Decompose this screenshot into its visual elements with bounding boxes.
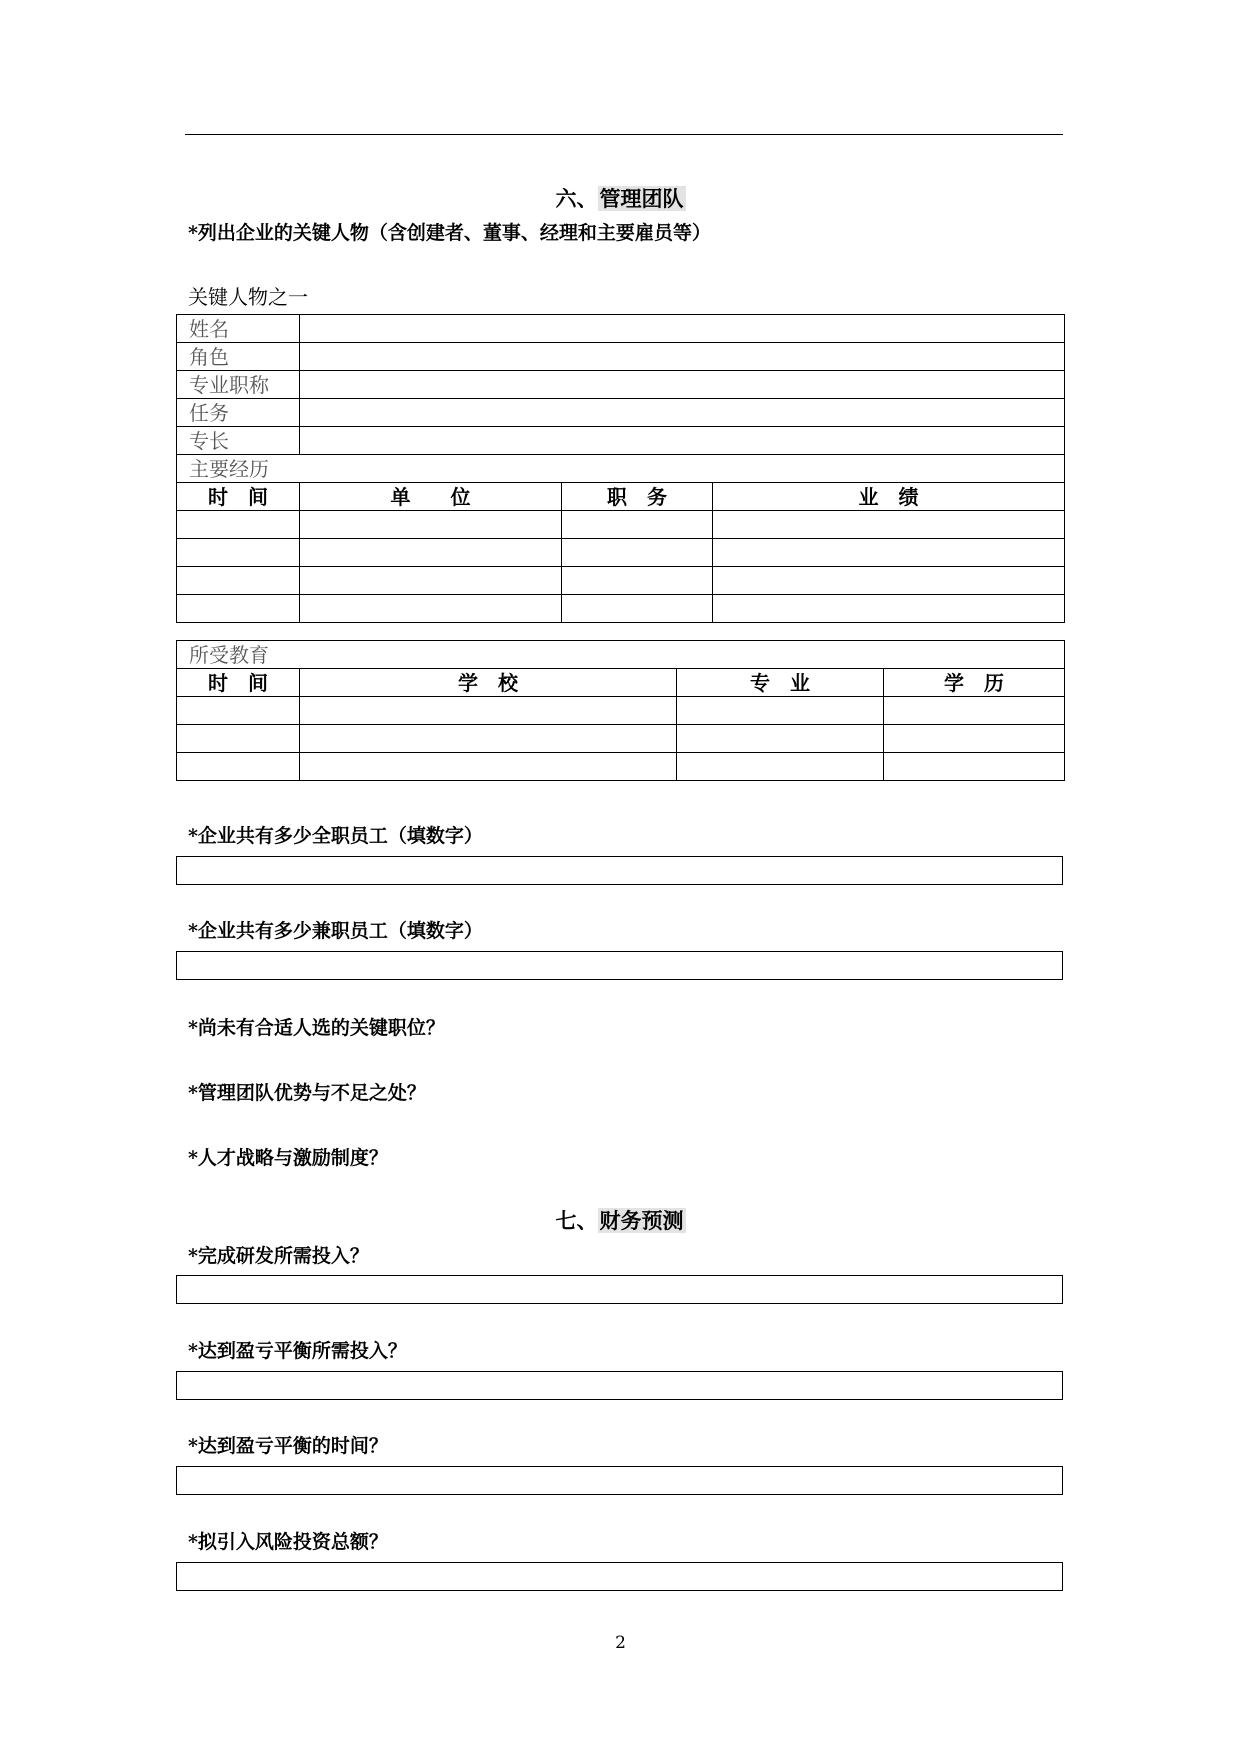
table-cell[interactable]: [300, 595, 562, 623]
field-label: 任务: [177, 399, 300, 427]
table-cell[interactable]: [300, 511, 562, 539]
field-label: 专业职称: [177, 371, 300, 399]
education-header-row: [177, 669, 1065, 697]
talent-strategy-question: *人才战略与激励制度？: [188, 1147, 388, 1169]
section-6-title: [0, 185, 1241, 213]
section-7-title: [0, 1207, 1241, 1235]
vacant-positions-question: *尚未有合适人选的关键职位？: [188, 1017, 445, 1039]
field-value-input[interactable]: [300, 315, 1065, 343]
experience-row: [177, 539, 1065, 567]
key-people-intro: *列出企业的关键人物（含创建者、董事、经理和主要雇员等）: [188, 222, 711, 244]
table-cell[interactable]: [562, 595, 713, 623]
field-value-input[interactable]: [300, 371, 1065, 399]
table-cell[interactable]: [713, 567, 1065, 595]
parttime-input[interactable]: [176, 951, 1063, 980]
table-cell[interactable]: [884, 725, 1065, 753]
table-cell[interactable]: [300, 697, 677, 725]
table-cell[interactable]: [177, 567, 300, 595]
table-cell[interactable]: [300, 539, 562, 567]
table-cell[interactable]: [177, 753, 300, 781]
education-row: [177, 697, 1065, 725]
table-cell[interactable]: [177, 725, 300, 753]
experience-row: [177, 567, 1065, 595]
col-header: 专 业: [677, 669, 884, 697]
col-header: 时 间: [177, 483, 300, 511]
col-header: 时 间: [177, 669, 300, 697]
table-cell[interactable]: [677, 725, 884, 753]
field-value-input[interactable]: [300, 427, 1065, 455]
table-cell[interactable]: [713, 539, 1065, 567]
field-label: 角色: [177, 343, 300, 371]
key-person-table: [176, 314, 1065, 623]
table-cell[interactable]: [677, 697, 884, 725]
field-label: 专长: [177, 427, 300, 455]
table-cell[interactable]: [300, 567, 562, 595]
table-cell[interactable]: [713, 511, 1065, 539]
header-rule: [185, 134, 1063, 135]
experience-header-row: [177, 483, 1065, 511]
breakeven-time-question: *达到盈亏平衡的时间？: [188, 1435, 388, 1457]
team-strengths-question: *管理团队优势与不足之处？: [188, 1082, 426, 1104]
education-label: 所受教育: [177, 641, 1065, 669]
fulltime-question: *企业共有多少全职员工（填数字）: [188, 825, 483, 847]
table-cell[interactable]: [300, 753, 677, 781]
experience-label: 主要经历: [177, 455, 1065, 483]
table-cell[interactable]: [177, 595, 300, 623]
section-7-prefix: 七、: [555, 1208, 598, 1233]
section-6-heading: 管理团队: [599, 186, 684, 211]
education-row: [177, 725, 1065, 753]
rd-investment-question: *完成研发所需投入？: [188, 1245, 369, 1267]
education-row: [177, 753, 1065, 781]
table-cell[interactable]: [177, 539, 300, 567]
breakeven-time-input[interactable]: [176, 1466, 1063, 1495]
field-row-task: [177, 399, 1065, 427]
table-cell[interactable]: [562, 567, 713, 595]
field-row-expertise: [177, 427, 1065, 455]
table-cell[interactable]: [884, 697, 1065, 725]
section-6-prefix: 六、: [555, 186, 598, 211]
rd-investment-input[interactable]: [176, 1275, 1063, 1304]
fulltime-input[interactable]: [176, 856, 1063, 885]
experience-row: [177, 595, 1065, 623]
col-header: 单 位: [300, 483, 562, 511]
breakeven-investment-question: *达到盈亏平衡所需投入？: [188, 1340, 407, 1362]
table-cell[interactable]: [300, 725, 677, 753]
col-header: 学 历: [884, 669, 1065, 697]
table-cell[interactable]: [677, 753, 884, 781]
table-cell[interactable]: [177, 511, 300, 539]
table-cell[interactable]: [562, 511, 713, 539]
field-value-input[interactable]: [300, 343, 1065, 371]
education-label-row: [177, 641, 1065, 669]
table-cell[interactable]: [884, 753, 1065, 781]
section-7-heading: 财务预测: [599, 1208, 684, 1233]
education-table: [176, 640, 1065, 781]
col-header: 业 绩: [713, 483, 1065, 511]
breakeven-investment-input[interactable]: [176, 1371, 1063, 1400]
field-row-role: [177, 343, 1065, 371]
page-number: 2: [615, 1633, 626, 1653]
table-cell[interactable]: [562, 539, 713, 567]
experience-label-row: [177, 455, 1065, 483]
col-header: 职 务: [562, 483, 713, 511]
vc-total-question: *拟引入风险投资总额？: [188, 1531, 388, 1553]
field-row-title: [177, 371, 1065, 399]
table-cell[interactable]: [177, 697, 300, 725]
table-cell[interactable]: [713, 595, 1065, 623]
vc-total-input[interactable]: [176, 1562, 1063, 1591]
field-value-input[interactable]: [300, 399, 1065, 427]
parttime-question: *企业共有多少兼职员工（填数字）: [188, 920, 483, 942]
col-header: 学 校: [300, 669, 677, 697]
field-row-name: [177, 315, 1065, 343]
experience-row: [177, 511, 1065, 539]
field-label: 姓名: [177, 315, 300, 343]
key-person-heading: 关键人物之一: [188, 285, 308, 309]
